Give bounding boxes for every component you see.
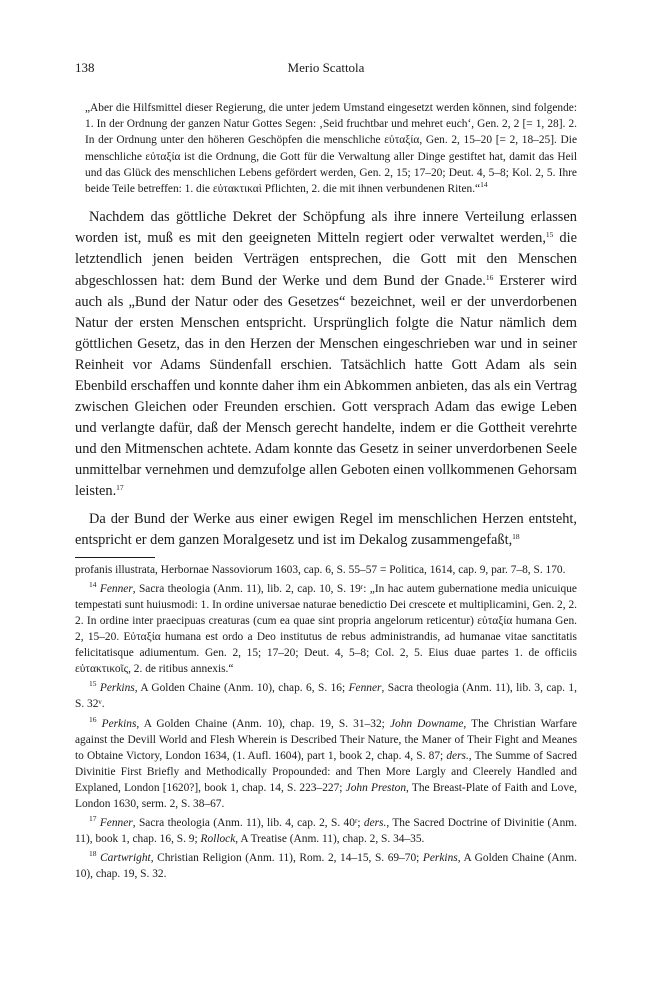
footnote-ref-14: 14	[480, 180, 488, 190]
body-paragraph-1	[75, 207, 577, 502]
footnote-18	[75, 850, 577, 882]
body-text: die letztendlich jenen beiden Verträgen entsprechen, die Gott mit den Menschen abgeschlossen hat: dem Bund der Werke und dem Bund der Gnade.	[75, 230, 577, 289]
footnote-author: Perkins	[101, 717, 137, 730]
footnote-text: , A Golden Chaine (Anm. 10), chap. 19, S. 32.	[75, 852, 577, 881]
footnote-author: Perkins	[99, 682, 135, 695]
running-head	[75, 60, 577, 82]
footnote-ref-15: 15	[545, 230, 554, 240]
footnote-ref-17: 17	[116, 483, 124, 493]
body-paragraph-2	[75, 509, 577, 551]
body-text: Da der Bund der Werke aus einer ewigen Regel im menschlichen Herzen entsteht, entspricht er dem ganzen Moralgesetz und ist im Dekalog zusammengefaßt,	[75, 510, 577, 548]
footnote-text: , A Treatise (Anm. 11), chap. 2, S. 34–35.	[235, 833, 425, 846]
footnote-text: , Sacra theologia (Anm. 11), lib. 2, cap. 10, S. 19ʳ: „In hac autem gubernatione media unicuique tempestati sunt huiusmodi: 1. In ordine universae naturae benedictio Dei crescete et multiplicamini, Gen. 2, 2. 2. In ordine inter praecipuas creaturas (cum ea quae sint propria angelorum reticentur) εὐταξία humana Gen. 2, 15–20. Εὐταξία humana est ordo a Deo institutus de rebus administrandis, ad humanae vitae sanctitatis felicitatisque adiumentum. Gen. 2, 15; 17–20; Deut. 4, 5–8; Col. 2, 5. Eius duae partes 1. de officiis εὐτακτικοῖς, 2. de ritibus annexis.“	[75, 582, 577, 676]
footnote-author: ders.	[363, 817, 387, 830]
block-quote	[85, 100, 577, 197]
footnote-number: 18	[89, 849, 97, 859]
footnote-17	[75, 815, 577, 847]
footnotes	[75, 562, 577, 883]
footnote-author: John Preston	[345, 781, 407, 794]
footnote-text: , Christian Religion (Anm. 11), Rom. 2, 14–15, S. 69–70;	[150, 852, 423, 865]
footnote-author: John Downame	[389, 717, 464, 730]
running-title: Merio Scattola	[287, 60, 365, 75]
footnote-author: Fenner	[99, 817, 133, 830]
footnote-continuation: profanis illustrata, Herbornae Nassoviorum 1603, cap. 6, S. 55–57 = Politica, 1614, cap. 9, par. 7–8, S. 170.	[75, 563, 566, 576]
footnote-author: Fenner	[348, 682, 382, 695]
footnote-number: 15	[89, 679, 97, 689]
footnote-author: Cartwright	[100, 852, 151, 865]
book-page	[75, 60, 577, 883]
footnote-16	[75, 716, 577, 813]
footnote-author: Fenner	[99, 582, 133, 595]
footnote-number: 14	[89, 579, 97, 589]
footnote-text: , The Breast-Plate of Faith and Love, London 1630, serm. 2, S. 38–67.	[75, 781, 577, 811]
quote-paragraph	[85, 100, 577, 197]
footnote-ref-18: 18	[512, 531, 520, 541]
footnote-number: 16	[89, 714, 97, 724]
quote-text: „Aber die Hilfsmittel dieser Regierung, die unter jedem Umstand eingesetzt werden können, sind folgende: 1. In der Ordnung der ganzen Natur Gottes Segen: ‚Seid fruchtbar und mehret euch‘, Gen. 2, 2 [= 1, 28]. 2. In der Ordnung unter den höheren Geschöpfen die menschliche εὐταξία, Gen. 2, 15–20 [= 2, 18–25]. Die menschliche εὐταξία ist die Ordnung, die Gott für die Verwaltung aller Dinge gestiftet hat, damit das Heil und das Glück des menschlichen Lebens gefördert werden, Gen. 2, 15; 17–20; Deut. 4, 5–8; Kol. 2, 5. Ihre beide Teile betreffen: 1. die εὐτακτικαὶ Pflichten, 2. die mit ihnen verbundenen Riten.“	[85, 102, 577, 196]
body-text: Nachdem das göttliche Dekret der Schöpfung als ihre innere Verteilung erlassen worden ist, muß es mit den geeigneten Mitteln regiert oder verwaltet werden,	[75, 209, 577, 247]
footnote-author: Rollock	[200, 833, 236, 846]
footnote-text: , The Sacred Doctrine of Divinitie (Anm. 11), book 1, chap. 16, S. 9;	[75, 817, 577, 846]
footnote-author: ders.	[446, 749, 469, 762]
footnote-text: , Sacra theologia (Anm. 11), lib. 3, cap. 1, S. 32ᵛ.	[75, 682, 577, 711]
footnote-author: Perkins	[422, 852, 458, 865]
footnote-separator	[75, 557, 155, 558]
footnote-text: , A Golden Chaine (Anm. 10), chap. 6, S. 16;	[134, 682, 349, 695]
footnote-text: , The Christian Warfare against the Devill World and Flesh Wherein is Described Their Nature, the Maner of Their Fight and Meanes to Obtaine Victory, London 1634, (1. Aufl. 1604), part 1, book 2, chap. 4, S. 87;	[75, 717, 577, 762]
footnote-text: , A Golden Chaine (Anm. 10), chap. 19, S. 31–32;	[136, 717, 390, 730]
footnote-ref-16: 16	[485, 272, 494, 282]
footnote-14	[75, 581, 577, 678]
page-number: 138	[75, 60, 95, 75]
footnote-number: 17	[89, 814, 97, 824]
body-text: Ersterer wird auch als „Bund der Natur oder des Gesetzes“ bezeichnet, weil er der unverdorbenen Natur der ersten Menschen entspricht. Ursprünglich folgte die Natur nämlich dem göttlichen Gesetz, das in den Herzen der Menschen eingeschrieben war und in seiner Reinheit vor Adams Sündenfall erschien. Tatsächlich hatte Gott Adam als sein Ebenbild erschaffen und konnte daher ihm ein Abkommen anbieten, das als ein Vertrag zwischen Gleichen oder Freunden erschien. Gott versprach Adam das ewige Leben und verlangte dafür, daß der Mensch gerecht handelte, indem er die Gottheit verehrte und den Mitmenschen achtete. Adam konnte das Gesetz in seiner unverdorbenen Seele unmittelbar vernehmen und demzufolge allen Geboten einen vollkommenen Gehorsam leisten.	[75, 272, 577, 500]
footnote-text: , Sacra theologia (Anm. 11), lib. 4, cap. 2, S. 40ʳ;	[132, 817, 364, 830]
footnote-15	[75, 680, 577, 712]
footnote-text: , The Summe of Sacred Divinitie First Briefly and Methodically Propounded: and Then More Largly and Cleerely Handled and Explaned, London [1620?], book 1, chap. 14, S. 223–227;	[75, 749, 577, 794]
